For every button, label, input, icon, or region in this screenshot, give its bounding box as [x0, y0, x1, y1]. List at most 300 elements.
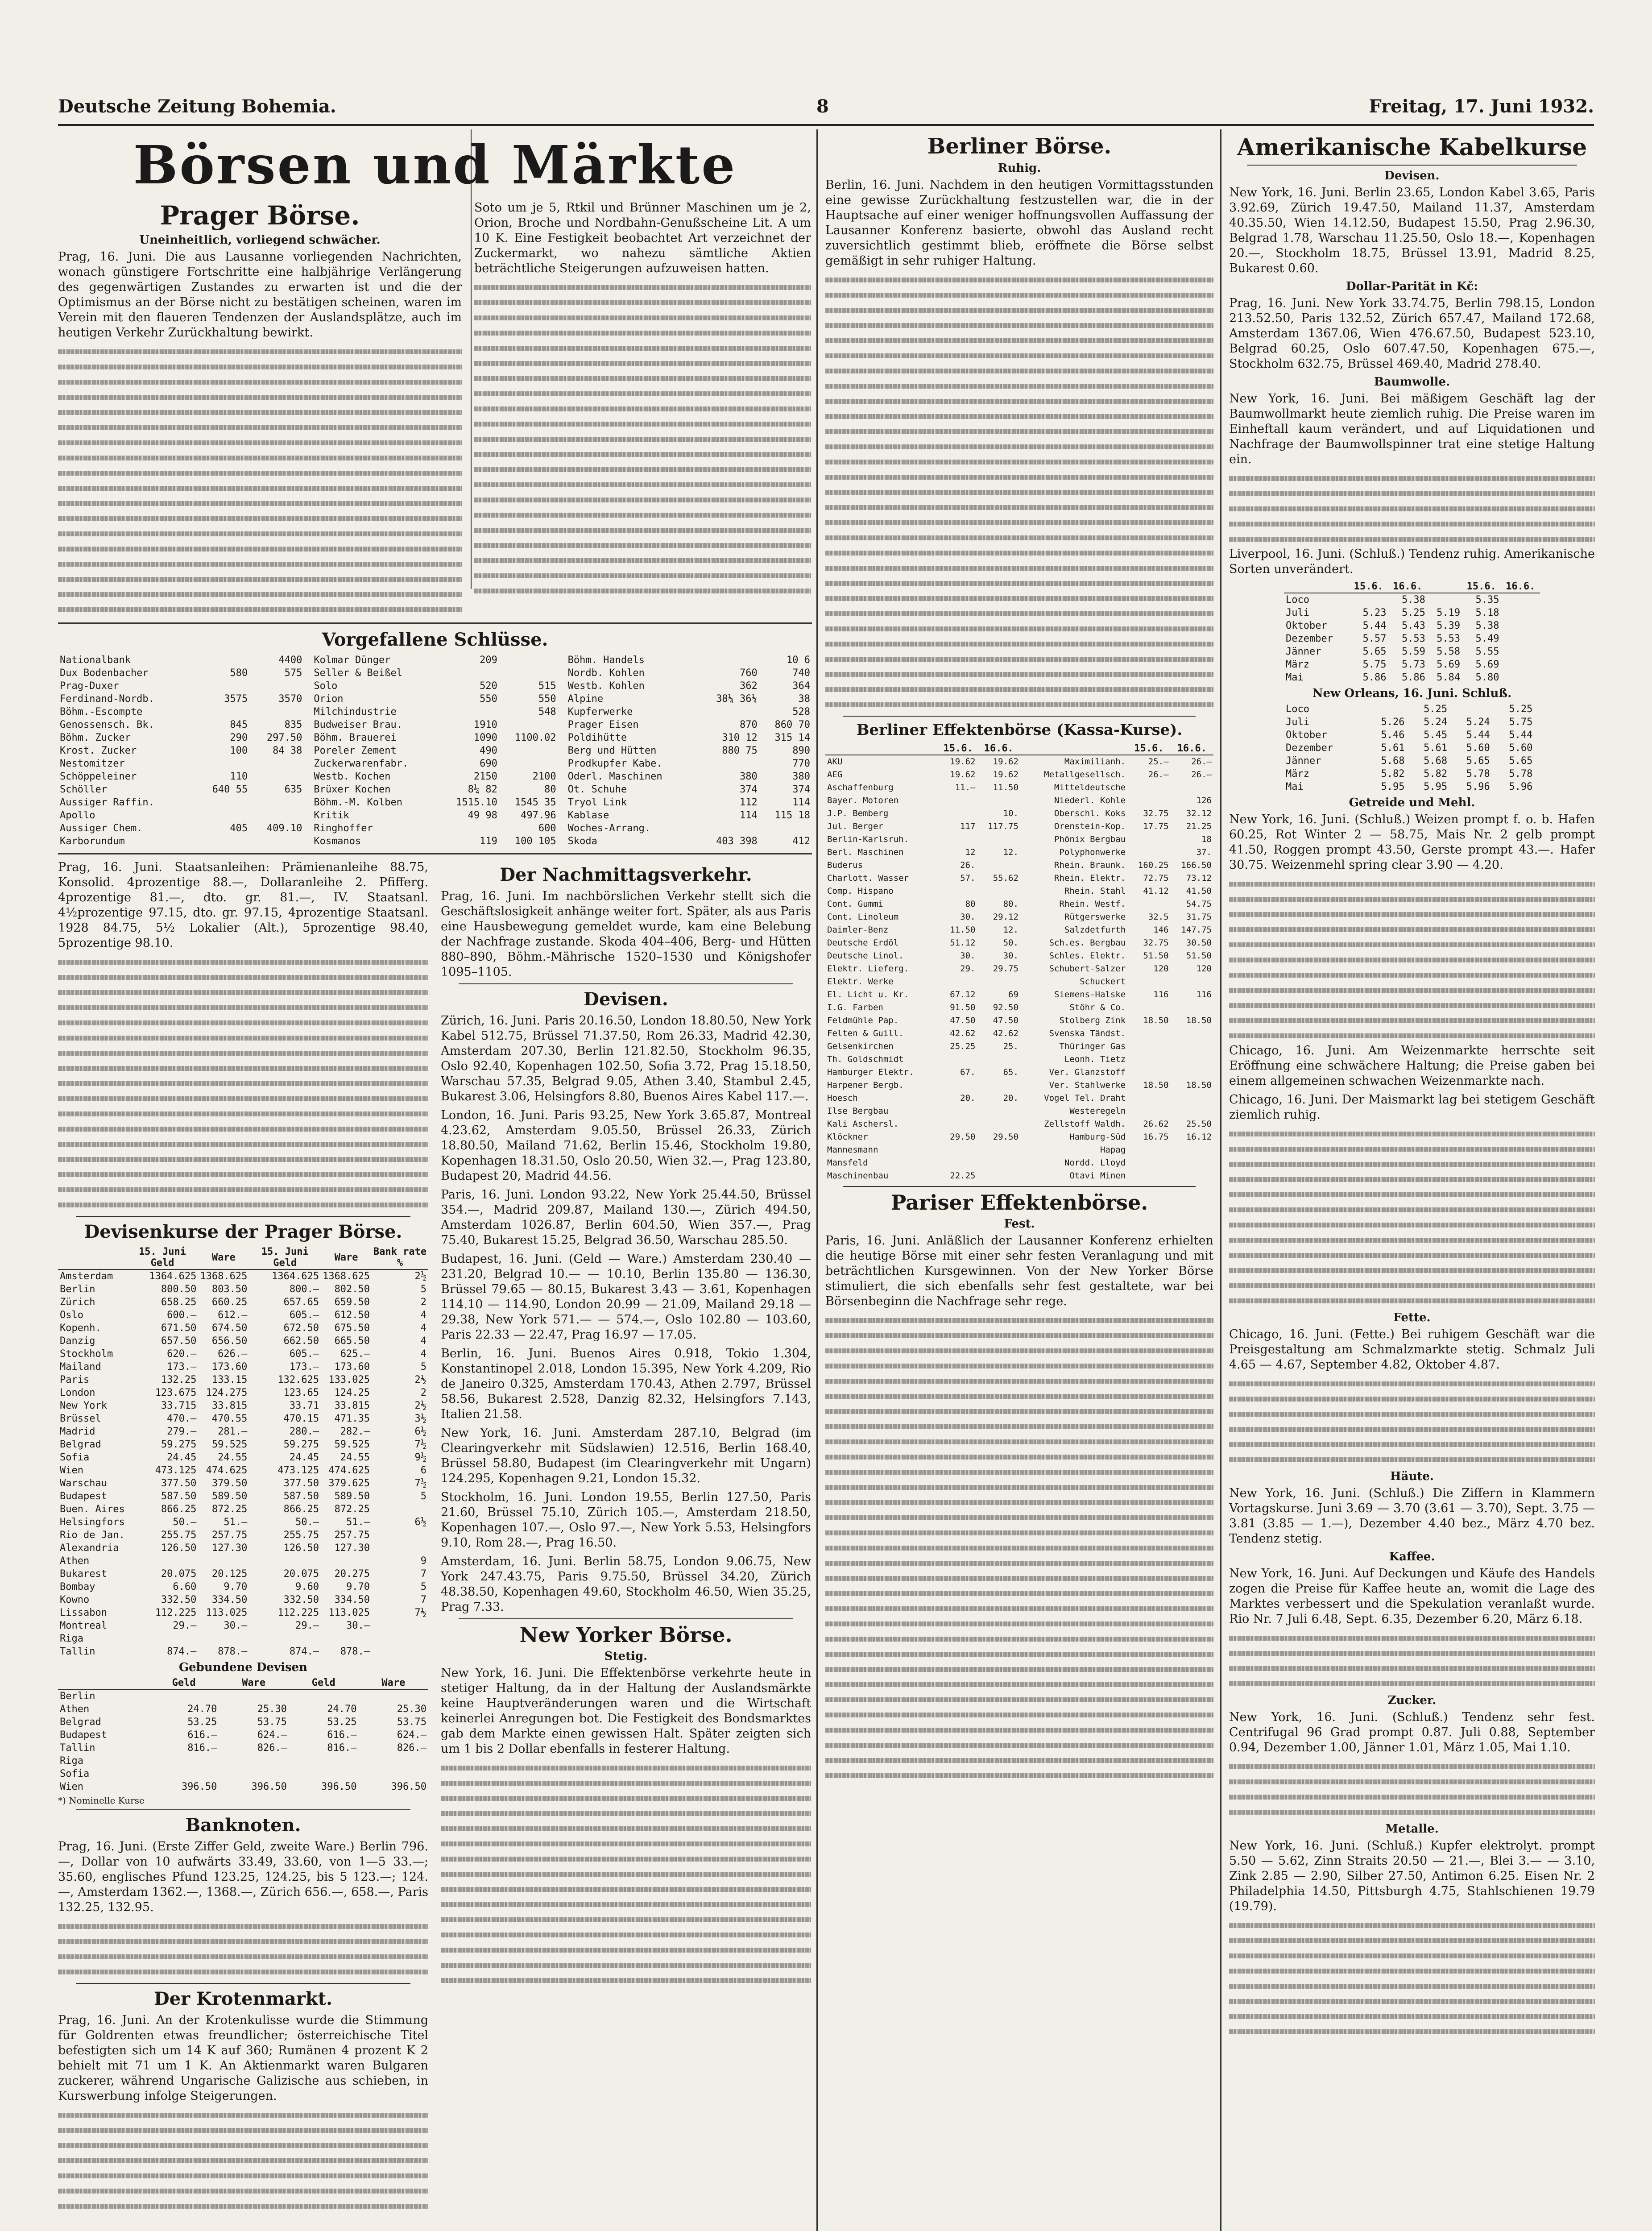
row-label: März: [1286, 768, 1309, 780]
row-label: Kablase: [567, 810, 609, 821]
cell-value: 528: [792, 706, 810, 717]
row-label: Juli: [1286, 607, 1309, 618]
cell-value: [499, 718, 558, 731]
row-label: Jul. Berger: [827, 821, 883, 831]
row-label: Dux Bodenbacher: [60, 668, 149, 679]
cell-value: [1127, 846, 1170, 859]
cell-value: Westeregeln: [1069, 1106, 1126, 1116]
cell-value: 5.57: [1362, 633, 1387, 644]
table-row: [58, 693, 304, 705]
table-row: [1284, 742, 1540, 755]
cell-value: 760: [740, 668, 758, 679]
cell-value: 69: [1008, 990, 1019, 999]
row-label: Poldihütte: [567, 732, 627, 743]
cell-value: 133.15: [211, 1374, 248, 1385]
devisen-prag-table: [58, 1246, 428, 1658]
column-header: Ware: [358, 1677, 428, 1689]
cell-value: Niederl. Kohle: [1054, 796, 1126, 805]
row-label: Lissabon: [60, 1607, 107, 1618]
row-label: Jänner: [1286, 646, 1321, 657]
cell-value: [321, 1632, 372, 1645]
cell-value: 878.—: [218, 1646, 248, 1657]
column-header: Bank rate %: [372, 1246, 428, 1269]
table-row: [825, 859, 1213, 872]
article-text-block: [1229, 1630, 1595, 1691]
cell-value: [939, 807, 977, 820]
table-header-row: [825, 742, 1213, 755]
cell-value: 32.12: [1186, 809, 1212, 818]
cell-value: [939, 1105, 977, 1118]
table-row: [58, 1729, 428, 1742]
cell-value: 5.86: [1362, 672, 1387, 683]
cell-value: 11.—: [955, 783, 976, 792]
nachmittag-devisen-column: [441, 860, 811, 2214]
row-label: Tallin: [60, 1742, 95, 1754]
cell-value: 110: [230, 771, 248, 782]
cell-value: [249, 835, 304, 848]
row-label: I.G. Farben: [827, 1003, 883, 1012]
table-row: [825, 833, 1213, 846]
cell-value: [699, 822, 759, 835]
cell-value: 332.50: [161, 1594, 197, 1605]
article-text-block: [58, 954, 428, 1212]
cell-value: 12: [965, 847, 976, 857]
table-row: [58, 1767, 428, 1780]
new-yorker-title: New Yorker Börse.: [519, 1623, 733, 1647]
cell-value: 173.60: [211, 1361, 248, 1373]
row-label: Poreler Zement: [314, 745, 397, 756]
cell-value: 5.84: [1437, 672, 1461, 683]
cell-value: [1171, 1001, 1213, 1014]
section-rule: [76, 1809, 410, 1810]
row-label: Madrid: [60, 1426, 95, 1437]
column-header: 15. Juni Geld: [127, 1246, 199, 1269]
table-row: [312, 705, 558, 718]
row-label: Aussiger Chem.: [60, 823, 143, 834]
cell-value: 31.75: [1186, 912, 1212, 922]
cell-value: 257.75: [211, 1530, 248, 1541]
cell-value: 26.—: [1191, 757, 1212, 767]
cell-value: 146: [1153, 925, 1169, 935]
cell-value: 7½: [414, 1607, 426, 1618]
row-label: Oslo: [60, 1310, 83, 1321]
row-label: Jänner: [1286, 755, 1321, 767]
cell-value: 816.—: [327, 1742, 357, 1754]
cell-value: [1171, 1105, 1213, 1118]
cell-value: 117: [960, 821, 976, 831]
table-row: [825, 1079, 1213, 1092]
cell-value: [198, 1555, 249, 1568]
cell-value: 53.75: [397, 1717, 426, 1728]
cell-value: 334.50: [334, 1594, 370, 1605]
table-row: [566, 770, 812, 783]
table-row: [1284, 619, 1540, 632]
cell-value: 612.50: [334, 1310, 370, 1321]
getreide-text: New York, 16. Juni. (Schluß.) Weizen prompt f. o. b. Hafen 60.25, Rot Winter 2 — 58.75, Mais Nr. 2 gelb prompt 41.50, Roggen prompt 43.50, Gerste prompt 43.—. Hafer 30.75. Weizenmehl spring clear 3.90 — 4.20.: [1229, 813, 1595, 872]
table-row: [58, 1296, 428, 1309]
cell-value: 47.50: [950, 1016, 976, 1025]
row-label: Kali Aschersl.: [827, 1119, 899, 1129]
cell-value: 160.25: [1138, 860, 1169, 870]
prager-boerse-column: [58, 200, 462, 617]
row-label: Daimler-Benz: [827, 925, 889, 935]
cell-value: 57.: [960, 873, 976, 883]
cell-value: 620.—: [167, 1348, 197, 1360]
table-row: [1284, 716, 1540, 729]
cell-value: 47.50: [993, 1016, 1019, 1025]
row-label: London: [60, 1387, 95, 1398]
cell-value: Ver. Glanzstoff: [1049, 1067, 1126, 1077]
row-label: Zuckerwarenfabr.: [314, 758, 409, 769]
row-label: Th. Goldschmidt: [827, 1054, 904, 1064]
table-row: [825, 1144, 1213, 1157]
cell-value: 257.75: [334, 1530, 370, 1541]
vorgefallene-table-a: [58, 654, 304, 848]
cell-value: 860 70: [774, 719, 810, 730]
table-row: [825, 1131, 1213, 1144]
table-row: [825, 1118, 1213, 1131]
cell-value: Salzdetfurth: [1064, 925, 1126, 935]
cell-value: [1127, 1053, 1170, 1066]
section-rule: [76, 1216, 410, 1217]
cell-value: 5: [420, 1361, 426, 1373]
row-label: Budweiser Brau.: [314, 719, 403, 730]
vorgefallene-table-c: [566, 654, 812, 848]
table-row: [58, 1580, 428, 1593]
cell-value: 20.: [960, 1093, 976, 1103]
cell-value: 5.53: [1437, 633, 1461, 644]
cell-value: [249, 680, 304, 693]
cell-value: 379.625: [328, 1478, 370, 1489]
row-label: Böhm. Handels: [567, 655, 645, 666]
cell-value: 2½: [414, 1374, 426, 1385]
cell-value: 5: [420, 1491, 426, 1502]
nachmittag-title: Der Nachmittagsverkehr.: [500, 864, 752, 885]
row-label: New York: [60, 1400, 107, 1411]
table-row: [58, 822, 304, 835]
cell-value: 5.65: [1362, 646, 1387, 657]
cell-value: [149, 1767, 219, 1780]
cell-value: 33.715: [161, 1400, 197, 1411]
cell-value: 659.50: [334, 1297, 370, 1308]
cell-value: 20.075: [161, 1568, 197, 1580]
cell-value: Orenstein-Kop.: [1054, 821, 1126, 831]
table-row: [58, 1742, 428, 1754]
cell-value: [372, 1503, 428, 1516]
table-row: [1284, 780, 1540, 793]
dollar-paritaet-text: Prag, 16. Juni. New York 33.74.75, Berlin 798.15, London 213.52.50, Paris 132.52, Zürich 657.47, Mailand 172.68, Amsterdam 1367.06, Wien 476.67.50, Budapest 523.10, Belgrad 60.25, Oslo 607.47.50, Kopenhagen 675.—, Stockholm 632.75, Brüssel 469.40, Madrid 278.40.: [1229, 296, 1595, 371]
cell-value: 665.50: [334, 1335, 370, 1347]
cell-value: 5.65: [1466, 755, 1490, 767]
cell-value: 51.12: [950, 938, 976, 948]
table-row: [825, 1001, 1213, 1014]
cell-value: [195, 705, 249, 718]
cell-value: 490: [480, 745, 497, 756]
cell-value: 55.62: [993, 873, 1019, 883]
row-label: AEG: [827, 770, 843, 780]
table-row: [825, 768, 1213, 781]
cell-value: 30.: [1003, 951, 1019, 961]
cell-value: 8¼ 82: [468, 784, 497, 795]
cell-value: 67.12: [950, 990, 976, 999]
row-label: Paris: [60, 1374, 90, 1385]
cell-value: 5.18: [1475, 607, 1499, 618]
column-header: 15.6.: [939, 742, 977, 755]
table-row: [312, 783, 558, 796]
cell-value: [127, 1632, 199, 1645]
cell-value: Schubert-Salzer: [1049, 964, 1126, 974]
column-header: Ware: [198, 1246, 249, 1269]
cell-value: 2150: [473, 771, 497, 782]
devisen-newyork: New York, 16. Juni. Amsterdam 287.10, Belgrad (im Clearingverkehr mit Südslawien) 12.516, Berlin 168.40, Brüssel 58.80, Budapest (im Clearingverkehr mit Ungarn) 124.295, Kopenhagen 9.21, London 15.32.: [441, 1426, 811, 1485]
cell-value: 4400: [278, 655, 302, 666]
table-row: [58, 1689, 428, 1703]
cell-value: 41.50: [1186, 886, 1212, 896]
row-label: Berlin-Karlsruh.: [827, 834, 909, 844]
cell-value: [198, 1632, 249, 1645]
cell-value: 5.96: [1466, 781, 1490, 792]
cell-value: 24.55: [340, 1452, 370, 1463]
cell-value: [939, 833, 977, 846]
table-row: [58, 1780, 428, 1793]
cell-value: 49 98: [468, 810, 497, 821]
cell-value: 616.—: [327, 1729, 357, 1741]
cell-value: 5.61: [1424, 742, 1448, 754]
cell-value: [1534, 729, 1540, 742]
cell-value: 120: [1196, 964, 1212, 974]
cell-value: [977, 1105, 1020, 1118]
devisen-budapest: Budapest, 16. Juni. (Geld — Ware.) Amsterdam 230.40 — 231.20, Belgrad 10.— — 10.10, Berlin 135.80 — 136.30, Brüssel 79.65 — 80.15, Bukarest 3.43 — 3.61, Kopenhagen 114.10 — 114.90, London 20.99 — 21.09, Mailand 29.18 — 29.38, New York 571.— — 574.—, Oslo 102.80 — 103.60, Paris 22.33 — 22.47, Prag 16.97 — 17.05.: [441, 1252, 811, 1342]
row-label: Karborundum: [60, 836, 125, 847]
column-header: [825, 742, 939, 755]
cell-value: 671.50: [161, 1323, 197, 1334]
row-label: Orion: [314, 693, 344, 705]
table-row: [825, 898, 1213, 911]
row-label: Rio de Jan.: [60, 1530, 125, 1541]
devisen-stockholm: Stockholm, 16. Juni. London 19.55, Berlin 127.50, Paris 21.60, Brüssel 75.10, Zürich 105.—, Amsterdam 218.50, Kopenhagen 107.—, Oslo 97.—, New York 5.53, Helsingfors 9.10, Rom 28.—, Prag 16.50.: [441, 1490, 811, 1550]
row-label: AKU: [827, 757, 843, 767]
cell-value: 9½: [414, 1452, 426, 1463]
cell-value: 30.—: [224, 1620, 248, 1631]
article-text-block: [825, 1313, 1213, 1783]
cell-value: 24.70: [187, 1704, 217, 1715]
cell-value: 279.—: [167, 1426, 197, 1437]
cell-value: 866.25: [283, 1504, 319, 1515]
table-row: [825, 885, 1213, 898]
table-row: [58, 1322, 428, 1335]
column-divider: [816, 129, 818, 2231]
cell-value: 471.35: [334, 1413, 370, 1424]
row-label: Ot. Schuhe: [567, 784, 627, 795]
cell-value: 123.675: [155, 1387, 197, 1398]
cell-value: 626.—: [218, 1348, 248, 1360]
cell-value: 5.80: [1475, 672, 1499, 683]
cell-value: 587.50: [283, 1491, 319, 1502]
cell-value: 5.24: [1466, 717, 1490, 728]
cell-value: 866.25: [161, 1504, 197, 1515]
cell-value: 605.—: [289, 1348, 319, 1360]
table-row: [566, 809, 812, 822]
cell-value: [1127, 781, 1170, 794]
cell-value: 5.82: [1424, 768, 1448, 780]
cell-value: 20.125: [211, 1568, 248, 1580]
cell-value: 4: [420, 1335, 426, 1347]
cell-value: 29.—: [173, 1620, 197, 1631]
row-label: Comp. Hispano: [827, 886, 894, 896]
cell-value: [358, 1754, 428, 1767]
row-label: Schöller: [60, 784, 107, 795]
table-row: [825, 781, 1213, 794]
table-header-row: [58, 1246, 428, 1269]
cell-value: 41.12: [1143, 886, 1169, 896]
left-section: [58, 134, 812, 2231]
cell-value: 872.25: [211, 1504, 248, 1515]
table-row: [58, 705, 304, 718]
cell-value: [195, 835, 249, 848]
cell-value: [977, 1144, 1020, 1157]
cell-value: [1534, 767, 1540, 780]
table-row: [566, 757, 812, 770]
cell-value: [699, 705, 759, 718]
table-row: [58, 1348, 428, 1360]
cell-value: 5.45: [1424, 730, 1448, 741]
cell-value: Polyphonwerke: [1059, 847, 1126, 857]
cell-value: 80: [965, 899, 976, 909]
row-label: Tryol Link: [567, 797, 627, 808]
table-row: [566, 680, 812, 693]
cell-value: 42.62: [950, 1028, 976, 1038]
table-row: [58, 1399, 428, 1412]
row-label: Nestomitzer: [60, 758, 125, 769]
cell-value: [1171, 1053, 1213, 1066]
cell-value: 18.50: [1143, 1016, 1169, 1025]
cell-value: 880 75: [722, 745, 758, 756]
row-label: Bukarest: [60, 1568, 107, 1580]
cell-value: 5.24: [1424, 717, 1448, 728]
row-label: Prag-Duxer: [60, 680, 119, 692]
cell-value: 112: [740, 797, 758, 808]
cell-value: 19.62: [993, 770, 1019, 780]
cell-value: 9.70: [224, 1581, 248, 1592]
cell-value: 100: [230, 745, 248, 756]
table-row: [566, 783, 812, 796]
cell-value: 6.60: [173, 1581, 197, 1592]
table-row: [312, 770, 558, 783]
cell-value: 2: [420, 1387, 426, 1398]
table-row: [58, 718, 304, 731]
getreide-chicago: Chicago, 16. Juni. Am Weizenmarkte herrschte seit Eröffnung eine schwächere Haltung; die Preise gaben bei einem allgemeinen schwachen Weizenmarkte nach.: [1229, 1044, 1595, 1088]
row-label: Aussiger Raffin.: [60, 797, 154, 808]
table-row: [58, 1335, 428, 1348]
section-rule: [459, 1618, 793, 1619]
row-label: Kritik: [314, 810, 349, 821]
row-label: Westb. Kohlen: [567, 680, 645, 692]
cell-value: 826.—: [257, 1742, 287, 1754]
article-text-block: [1229, 1918, 1595, 2039]
table-row: [312, 796, 558, 809]
cell-value: 117.75: [988, 821, 1019, 831]
row-label: Belgrad: [60, 1439, 101, 1450]
cell-value: 5.25: [1424, 704, 1448, 715]
cell-value: 640 55: [212, 784, 248, 795]
table-row: [58, 809, 304, 822]
cell-value: 5.44: [1466, 730, 1490, 741]
cell-value: 29.—: [295, 1620, 319, 1631]
cell-value: 310 12: [722, 732, 758, 743]
table-row: [58, 796, 304, 809]
table-row: [58, 1490, 428, 1503]
cell-value: [372, 1645, 428, 1658]
cell-value: [1534, 755, 1540, 767]
row-label: Warschau: [60, 1478, 107, 1489]
cell-value: [1501, 632, 1540, 645]
table-row: [58, 1283, 428, 1296]
cell-value: 124.25: [334, 1387, 370, 1398]
cell-value: 515: [538, 680, 556, 692]
cell-value: [1171, 1157, 1213, 1169]
row-label: Sofia: [60, 1452, 90, 1463]
row-label: Alexandria: [60, 1543, 119, 1554]
cell-value: [149, 1754, 219, 1767]
row-label: Klöckner: [827, 1132, 868, 1142]
prager-boerse-continued: Soto um je 5, Rtkil und Brünner Maschinen um je 2, Orion, Broche und Nordbahn-Genußscheine Lit. A um 10 K. Eine Festigkeit beobachtet Art verzeichnet der Zuckermarkt, wo nahezu sämtliche Aktien beträchtliche Steigerungen aufzuweisen hatten.: [474, 201, 811, 275]
row-label: Prodkupfer Kabe.: [567, 758, 662, 769]
cell-value: [1427, 593, 1462, 606]
cell-value: [1349, 593, 1388, 606]
row-label: Mai: [1286, 672, 1304, 683]
banknoten-title: Banknoten.: [185, 1815, 301, 1836]
table-row: [1284, 593, 1540, 606]
cell-value: 7½: [414, 1439, 426, 1450]
prager-boerse-subtitle: Uneinheitlich, vorliegend schwächer.: [139, 233, 381, 247]
cell-value: 826.—: [397, 1742, 426, 1754]
cell-value: [1171, 781, 1213, 794]
row-label: Felten & Guill.: [827, 1028, 904, 1038]
row-label: Berg und Hütten: [567, 745, 657, 756]
column-header: [1427, 581, 1462, 593]
cell-value: 20.275: [334, 1568, 370, 1580]
cell-value: [1127, 1157, 1170, 1169]
cell-value: 119: [480, 836, 497, 847]
cell-value: [249, 796, 304, 809]
row-label: Westb. Kochen: [314, 771, 391, 782]
row-label: Ferdinand-Nordb.: [60, 693, 154, 705]
table-row: [825, 950, 1213, 962]
cell-value: 1364.625: [149, 1271, 197, 1282]
row-label: Mailand: [60, 1361, 101, 1373]
row-label: Zürich: [60, 1297, 95, 1308]
cell-value: 30.50: [1186, 938, 1212, 948]
table-row: [312, 835, 558, 848]
row-label: Ringhoffer: [314, 823, 373, 834]
cell-value: 33.71: [289, 1400, 319, 1411]
cell-value: 50.: [1003, 938, 1019, 948]
row-label: Buen. Aires: [60, 1504, 125, 1515]
cell-value: Leonh. Tietz: [1064, 1054, 1126, 1064]
column-header: Geld: [289, 1677, 359, 1689]
cell-value: [939, 794, 977, 807]
cell-value: 209: [480, 655, 497, 666]
cell-value: 690: [480, 758, 497, 769]
table-row: [1284, 703, 1540, 716]
table-row: [58, 731, 304, 744]
cell-value: 18.50: [1143, 1080, 1169, 1090]
fette-text: Chicago, 16. Juni. (Fette.) Bei ruhigem Geschäft war die Preisgestaltung am Schmalzmarkte stetig. Schmalz Juli 4.65 — 4.67, September 4.82, Oktober 4.87.: [1229, 1327, 1595, 1372]
cell-value: 5.68: [1381, 755, 1405, 767]
new-yorker-text: New York, 16. Juni. Die Effektenbörse verkehrte heute in stetiger Haltung, da in der Haltung der Auslandsmärkte keine Hauptveränderungen waren und die Wirtschaft keinerlei Anregungen bot. Die Festigkeit des Bondsmarktes gab dem Markte einen gewissen Halt. Später zeigten sich um 1 bis 2 Dollar ebenfalls in festerer Haltung.: [441, 1666, 811, 1756]
column-header: [58, 1677, 149, 1689]
table-row: [58, 1645, 428, 1658]
